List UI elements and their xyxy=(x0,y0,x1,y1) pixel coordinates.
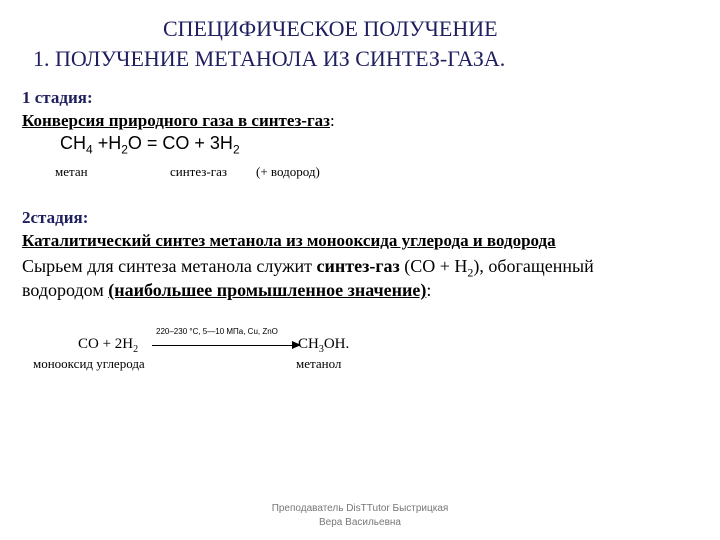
stage1-label: 1 стадия: xyxy=(22,88,93,107)
eq-plus-h: +H xyxy=(92,133,122,153)
reaction-right-end: OH. xyxy=(323,336,350,352)
eq-sub4: 4 xyxy=(86,142,93,157)
reaction-label-right: метанол xyxy=(296,356,342,371)
eq-sub2b: 2 xyxy=(232,142,240,157)
label-syngas: синтез-газ xyxy=(170,164,227,179)
stage1-heading-suffix: : xyxy=(330,111,335,130)
stage2-heading: Каталитический синтез метанола из монооксида углерода и водорода xyxy=(22,231,556,250)
stage2-text-part3: ), обогащенный xyxy=(473,256,594,276)
stage2-line2-b: : xyxy=(426,280,432,300)
stage2-line2-a: водородом xyxy=(22,280,109,300)
eq-rest: O = CO + 3H xyxy=(127,133,233,153)
title-line-2: 1. ПОЛУЧЕНИЕ МЕТАНОЛА ИЗ СИНТЕЗ-ГАЗА. xyxy=(33,46,506,71)
footer-author xyxy=(240,502,480,530)
stage2-text-part2: (CO + H xyxy=(399,256,468,276)
reaction-right xyxy=(298,336,349,355)
reaction-right-sub: 3 xyxy=(318,344,324,355)
stage2-text-part1: Сырьем для синтеза метанола служит xyxy=(22,256,317,276)
stage2-text-bold: синтез-газ xyxy=(316,256,400,276)
title-line-1: СПЕЦИФИЧЕСКОЕ ПОЛУЧЕНИЕ xyxy=(163,16,498,41)
eq-ch: CH xyxy=(60,133,86,153)
eq-sub2a: 2 xyxy=(121,142,128,157)
footer-line1: Преподаватель DisTTutor Быстрицкая xyxy=(271,503,449,514)
stage2-text-sub: 2 xyxy=(467,265,474,280)
reaction-label-left: монооксид углерода xyxy=(33,356,145,371)
reaction-arrow-line xyxy=(152,345,294,346)
label-hydrogen: (+ водород) xyxy=(256,164,320,179)
reaction-right-text: CH xyxy=(298,336,319,352)
footer-line2: Вера Васильевна xyxy=(319,517,401,528)
reaction-left xyxy=(78,336,138,355)
stage2-text-line2 xyxy=(22,278,431,302)
stage1-equation xyxy=(60,133,240,157)
stage1-heading: Конверсия природного газа в синтез-газ xyxy=(22,111,331,130)
reaction-left-text: CO + 2H xyxy=(78,336,134,352)
stage1-heading-line xyxy=(22,111,335,131)
label-methane: метан xyxy=(55,164,88,179)
reaction-left-sub: 2 xyxy=(133,344,139,355)
stage2-line2-bold: (наибольшее промышленное значение) xyxy=(108,280,427,300)
reaction-conditions: 220–230 °С, 5—10 МПа, Cu, ZnO xyxy=(156,327,278,336)
stage2-label: 2стадия: xyxy=(22,208,89,227)
